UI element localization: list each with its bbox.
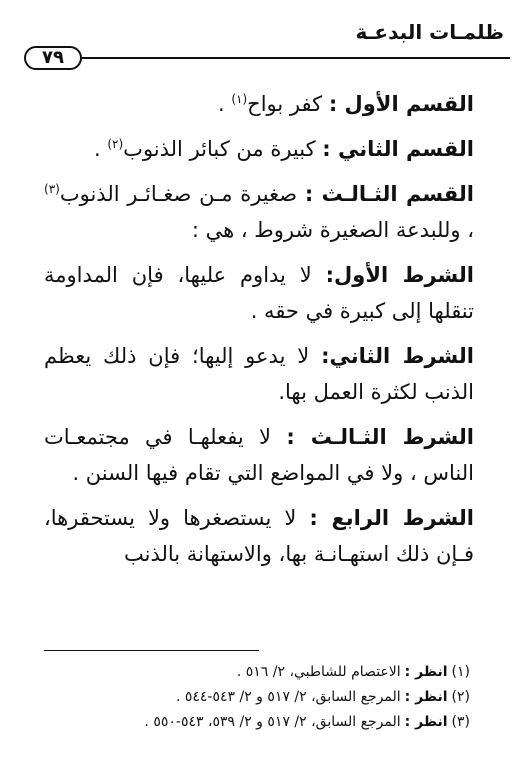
- footnote-item: [40, 710, 470, 735]
- section-end: .: [217, 92, 232, 116]
- footnotes: [40, 660, 470, 735]
- section-label: القسم الثاني :: [322, 137, 474, 161]
- main-text: [44, 86, 474, 581]
- footnote-text: المرجع السابق، ٢/ ٥١٧ و ٢/ ٥٤٣-٥٤٤ .: [175, 689, 401, 705]
- footnote-number: (٣): [451, 714, 470, 730]
- footnote-marker[interactable]: (١): [231, 92, 248, 106]
- footnote-item: [40, 685, 470, 710]
- condition-label: الشرط الثاني:: [321, 344, 474, 368]
- condition-3: [44, 419, 474, 491]
- section-end: .: [93, 137, 108, 161]
- footnote-prefix: انظر :: [404, 714, 448, 730]
- condition-2: [44, 338, 474, 410]
- condition-text: لا يستصغرها ولا يستحقرها، فـإن ذلك استهـانـة بها، والاستهانة بالذنب: [44, 506, 474, 566]
- page-number: ٧٩: [24, 46, 82, 70]
- book-title: ظلمـات البدعـة: [355, 20, 504, 44]
- footnote-prefix: انظر :: [404, 664, 448, 680]
- condition-label: الشرط الرابع :: [309, 506, 474, 530]
- footnote-prefix: انظر :: [404, 689, 448, 705]
- condition-4: [44, 500, 474, 572]
- section-label: القسم الثـالـث :: [304, 182, 474, 206]
- section-1: [44, 86, 474, 122]
- footnote-divider: [44, 650, 259, 651]
- footnote-marker[interactable]: (٣): [44, 182, 60, 196]
- section-text: صغيرة مـن صغـائـر الذنوب: [59, 182, 298, 206]
- footnote-number: (٢): [451, 689, 470, 705]
- section-end: ، وللبدعة الصغيرة شروط ، هي :: [191, 218, 474, 242]
- footnote-number: (١): [451, 664, 470, 680]
- condition-text: لا يفعلهـا في مجتمعـات الناس ، ولا في المواضع التي تقام فيها السنن .: [44, 425, 474, 485]
- section-text: كفر بواح: [247, 92, 323, 116]
- condition-text: لا يدعو إليها؛ فإن ذلك يعظم الذنب لكثرة العمل بها.: [44, 344, 474, 404]
- footnote-item: [40, 660, 470, 685]
- section-3: [44, 176, 474, 248]
- section-2: [44, 131, 474, 167]
- footnote-marker[interactable]: (٢): [107, 137, 124, 151]
- header-rule: [82, 57, 510, 59]
- page-header: [14, 20, 510, 70]
- section-label: القسم الأول :: [328, 92, 474, 116]
- condition-label: الشرط الثـالـث :: [286, 425, 474, 449]
- footnote-text: المرجع السابق، ٢/ ٥١٧ و ٢/ ٥٣٩، ٥٤٣-٥٥٠ .: [144, 714, 401, 730]
- condition-text: لا يداوم عليها، فإن المداومة تنقلها إلى كبيرة في حقه .: [44, 263, 474, 323]
- footnote-text: الاعتصام للشاطبي، ٢/ ٥١٦ .: [236, 664, 401, 680]
- condition-1: [44, 257, 474, 329]
- section-text: كبيرة من كبائر الذنوب: [123, 137, 316, 161]
- condition-label: الشرط الأول:: [325, 263, 474, 287]
